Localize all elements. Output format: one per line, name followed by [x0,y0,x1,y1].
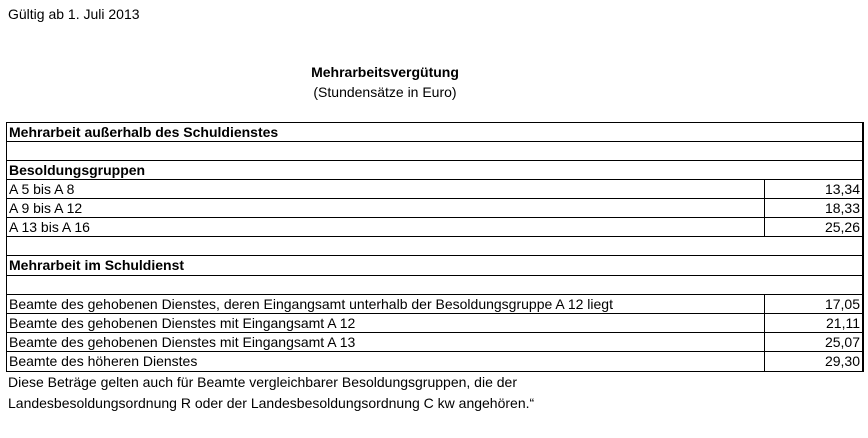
group-heading-label: Besoldungsgruppen [9,162,146,178]
document-subtitle: (Stundensätze in Euro) [313,84,457,100]
row-label: A 13 bis A 16 [9,219,90,235]
row-label: Beamte des höheren Dienstes [9,353,198,369]
row-value: 18,33 [764,199,862,217]
table-row [7,295,862,314]
section-heading-label: Mehrarbeit im Schuldienst [9,257,185,273]
row-value: 25,07 [764,333,862,351]
footnote-line: Landesbesoldungsordnung R oder der Landesbesoldungsordnung C kw angehören.“ [8,395,535,411]
row-value: 25,26 [764,218,862,236]
table-row [7,199,862,218]
row-value: 29,30 [764,352,862,371]
table-row [7,333,862,352]
footnote-line: Diese Beträge gelten auch für Beamte vergleichbarer Besoldungsgruppen, die der [8,374,517,390]
section-heading-label: Mehrarbeit außerhalb des Schuldienstes [9,124,279,140]
document-title: Mehrarbeitsvergütung [311,64,459,80]
row-label: Beamte des gehobenen Dienstes mit Eingangsamt A 12 [9,315,356,331]
group-heading [7,161,862,180]
footnote [8,372,534,414]
row-label: A 5 bis A 8 [9,181,75,197]
blank-row [7,142,862,161]
section-heading-outside-school [7,123,862,142]
row-label: Beamte des gehobenen Dienstes, deren Eingangsamt unterhalb der Besoldungsgruppe A 12 liegt [9,296,613,312]
table-row [7,314,862,333]
blank-row [7,237,862,256]
row-label: Beamte des gehobenen Dienstes mit Eingangsamt A 13 [9,334,356,350]
blank-row [7,276,862,295]
table-row [7,218,862,237]
row-value: 17,05 [764,295,862,313]
row-label: A 9 bis A 12 [9,200,83,216]
section-heading-school [7,256,862,276]
table-row [7,180,862,199]
row-value: 13,34 [764,180,862,198]
table-row [7,352,862,371]
row-value: 21,11 [764,314,862,332]
valid-from-date: Gültig ab 1. Juli 2013 [8,6,140,22]
rates-table [6,122,864,372]
